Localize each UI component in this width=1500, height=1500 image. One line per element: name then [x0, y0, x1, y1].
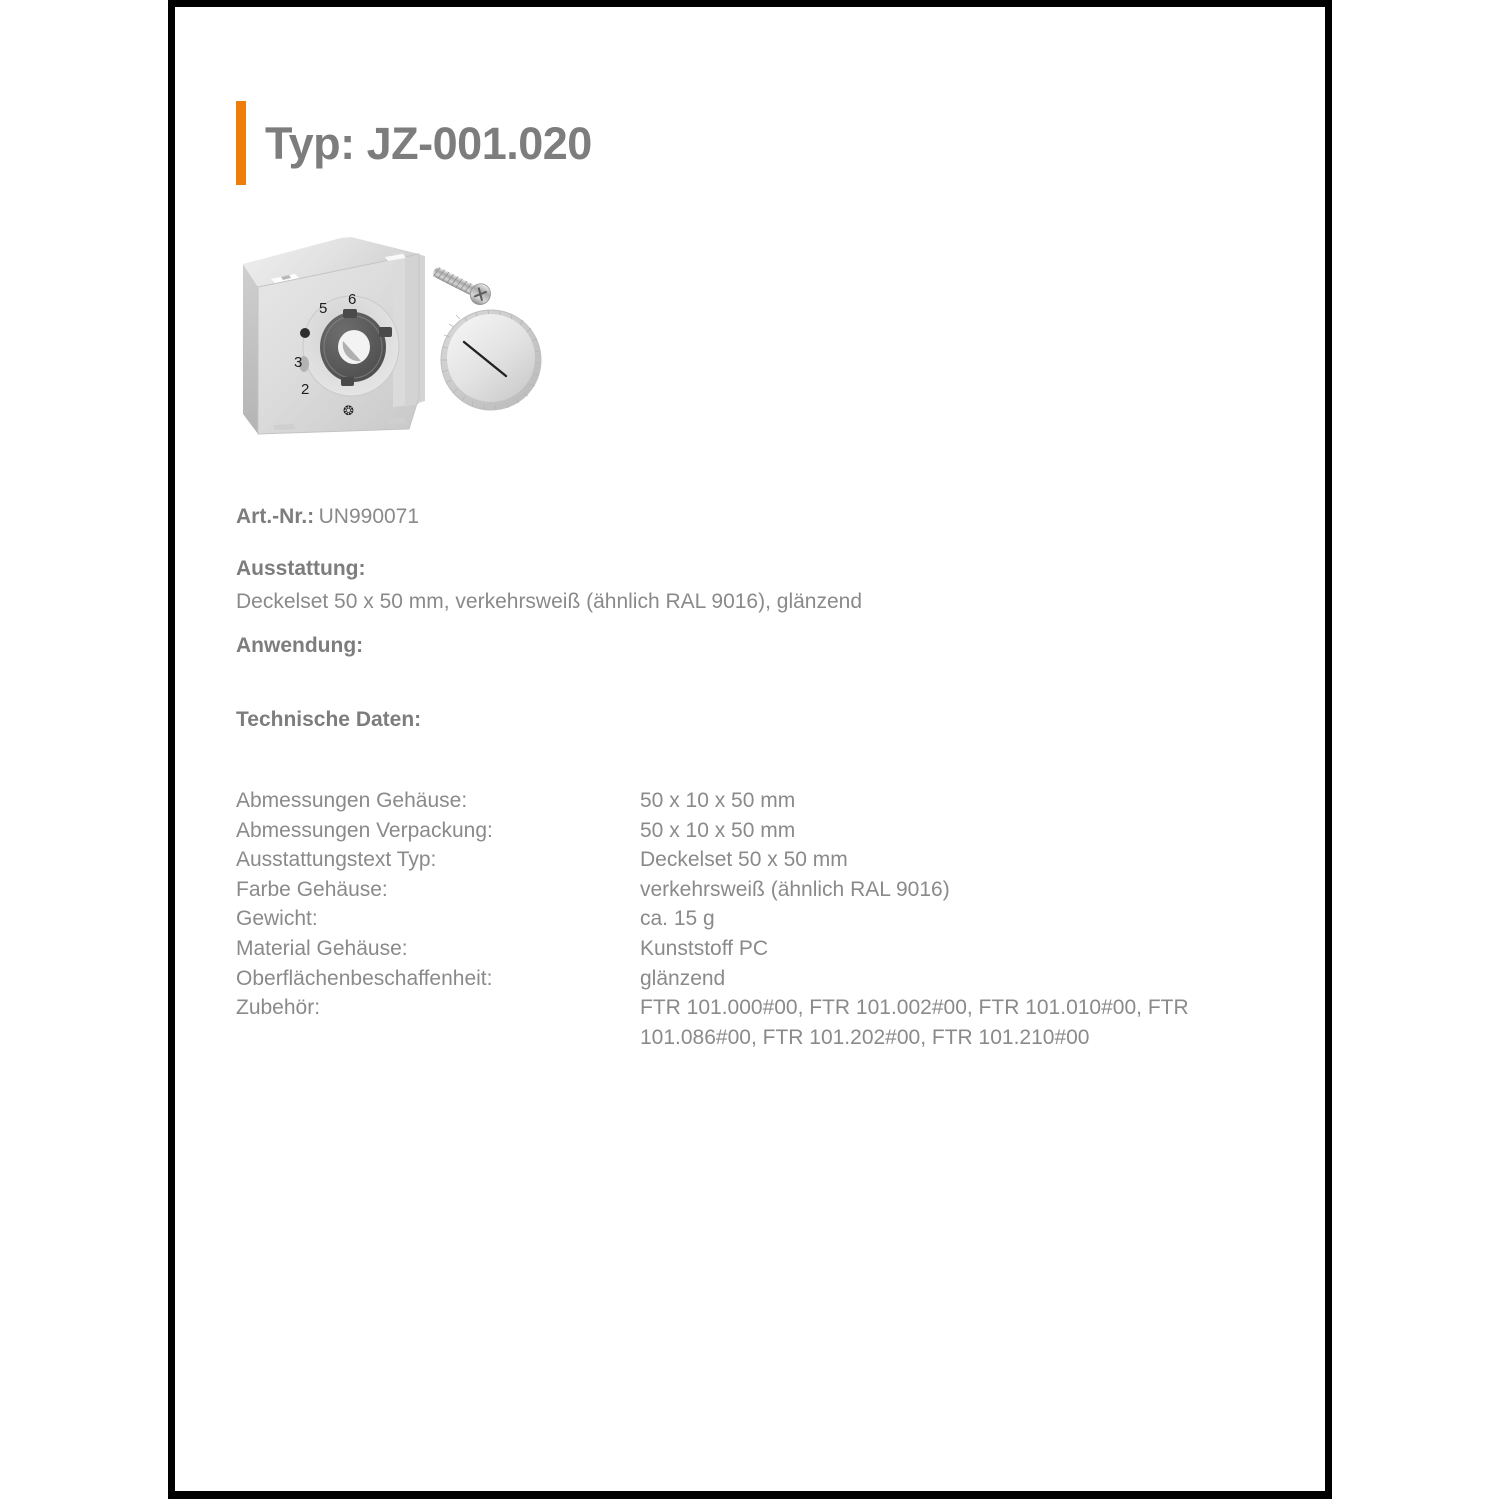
ausstattung-block: [236, 557, 862, 614]
knob-icon: [441, 310, 541, 410]
product-illustration-svg: [233, 229, 573, 459]
spec-key: Gewicht:: [236, 907, 318, 931]
spec-value: verkehrsweiß (ähnlich RAL 9016): [640, 877, 950, 901]
spec-table-body: [236, 786, 1256, 1052]
spec-key: Ausstattungstext Typ:: [236, 848, 437, 872]
table-row: [236, 934, 1256, 964]
dial-label-6: 6: [348, 291, 357, 308]
title-accent-bar: [236, 101, 246, 185]
anwendung-block: [236, 634, 363, 658]
ausstattung-value: Deckelset 50 x 50 mm, verkehrsweiß (ähnlich RAL 9016), glänzend: [236, 590, 863, 613]
table-row: [236, 816, 1256, 846]
screw-icon: [429, 261, 494, 308]
table-row: [236, 964, 1256, 994]
technische-daten-block: [236, 708, 421, 732]
page-border-bottom: [168, 1491, 1332, 1499]
dial-label-2: 2: [301, 381, 310, 398]
ausstattung-label: Ausstattung:: [236, 557, 366, 580]
spec-value: FTR 101.000#00, FTR 101.002#00, FTR 101.010#00, FTR 101.086#00, FTR 101.202#00, FTR 101.210#00: [640, 996, 1189, 1049]
page-border-top: [168, 0, 1332, 7]
product-image: [233, 229, 573, 459]
page-title: [236, 97, 592, 189]
spec-key: Material Gehäuse:: [236, 936, 408, 960]
dial-label-3: 3: [294, 354, 303, 371]
frost-protection-icon: ❂: [343, 404, 354, 419]
spec-value: 50 x 10 x 50 mm: [640, 789, 796, 812]
spec-table: [236, 786, 1256, 1052]
article-number-value: UN990071: [318, 505, 420, 528]
spec-key: Abmessungen Gehäuse:: [236, 789, 468, 812]
spec-value: glänzend: [640, 966, 726, 990]
article-number-block: [236, 505, 419, 529]
dial-label-5: 5: [319, 300, 328, 317]
spec-value: 50 x 10 x 50 mm: [640, 818, 796, 842]
technische-daten-label: Technische Daten:: [236, 708, 422, 731]
page-border-left: [168, 0, 175, 1499]
page-title-text: Typ: JZ-001.020: [265, 117, 592, 169]
table-row: [236, 993, 1256, 1052]
spec-value: Deckelset 50 x 50 mm: [640, 848, 848, 872]
spec-key: Zubehör:: [236, 996, 321, 1020]
page-border-right: [1325, 0, 1332, 1499]
anwendung-label: Anwendung:: [236, 634, 364, 657]
page-content: [175, 7, 1325, 1491]
table-row: [236, 786, 1256, 816]
spec-key: Abmessungen Verpackung:: [236, 818, 493, 842]
article-number-label: Art.-Nr.:: [236, 505, 315, 528]
table-row: [236, 875, 1256, 905]
spec-value: ca. 15 g: [640, 907, 715, 931]
spec-key: Oberflächenbeschaffenheit:: [236, 966, 493, 990]
spec-value: Kunststoff PC: [640, 936, 769, 960]
table-row: [236, 845, 1256, 875]
spec-key: Farbe Gehäuse:: [236, 877, 388, 901]
table-row: [236, 904, 1256, 934]
